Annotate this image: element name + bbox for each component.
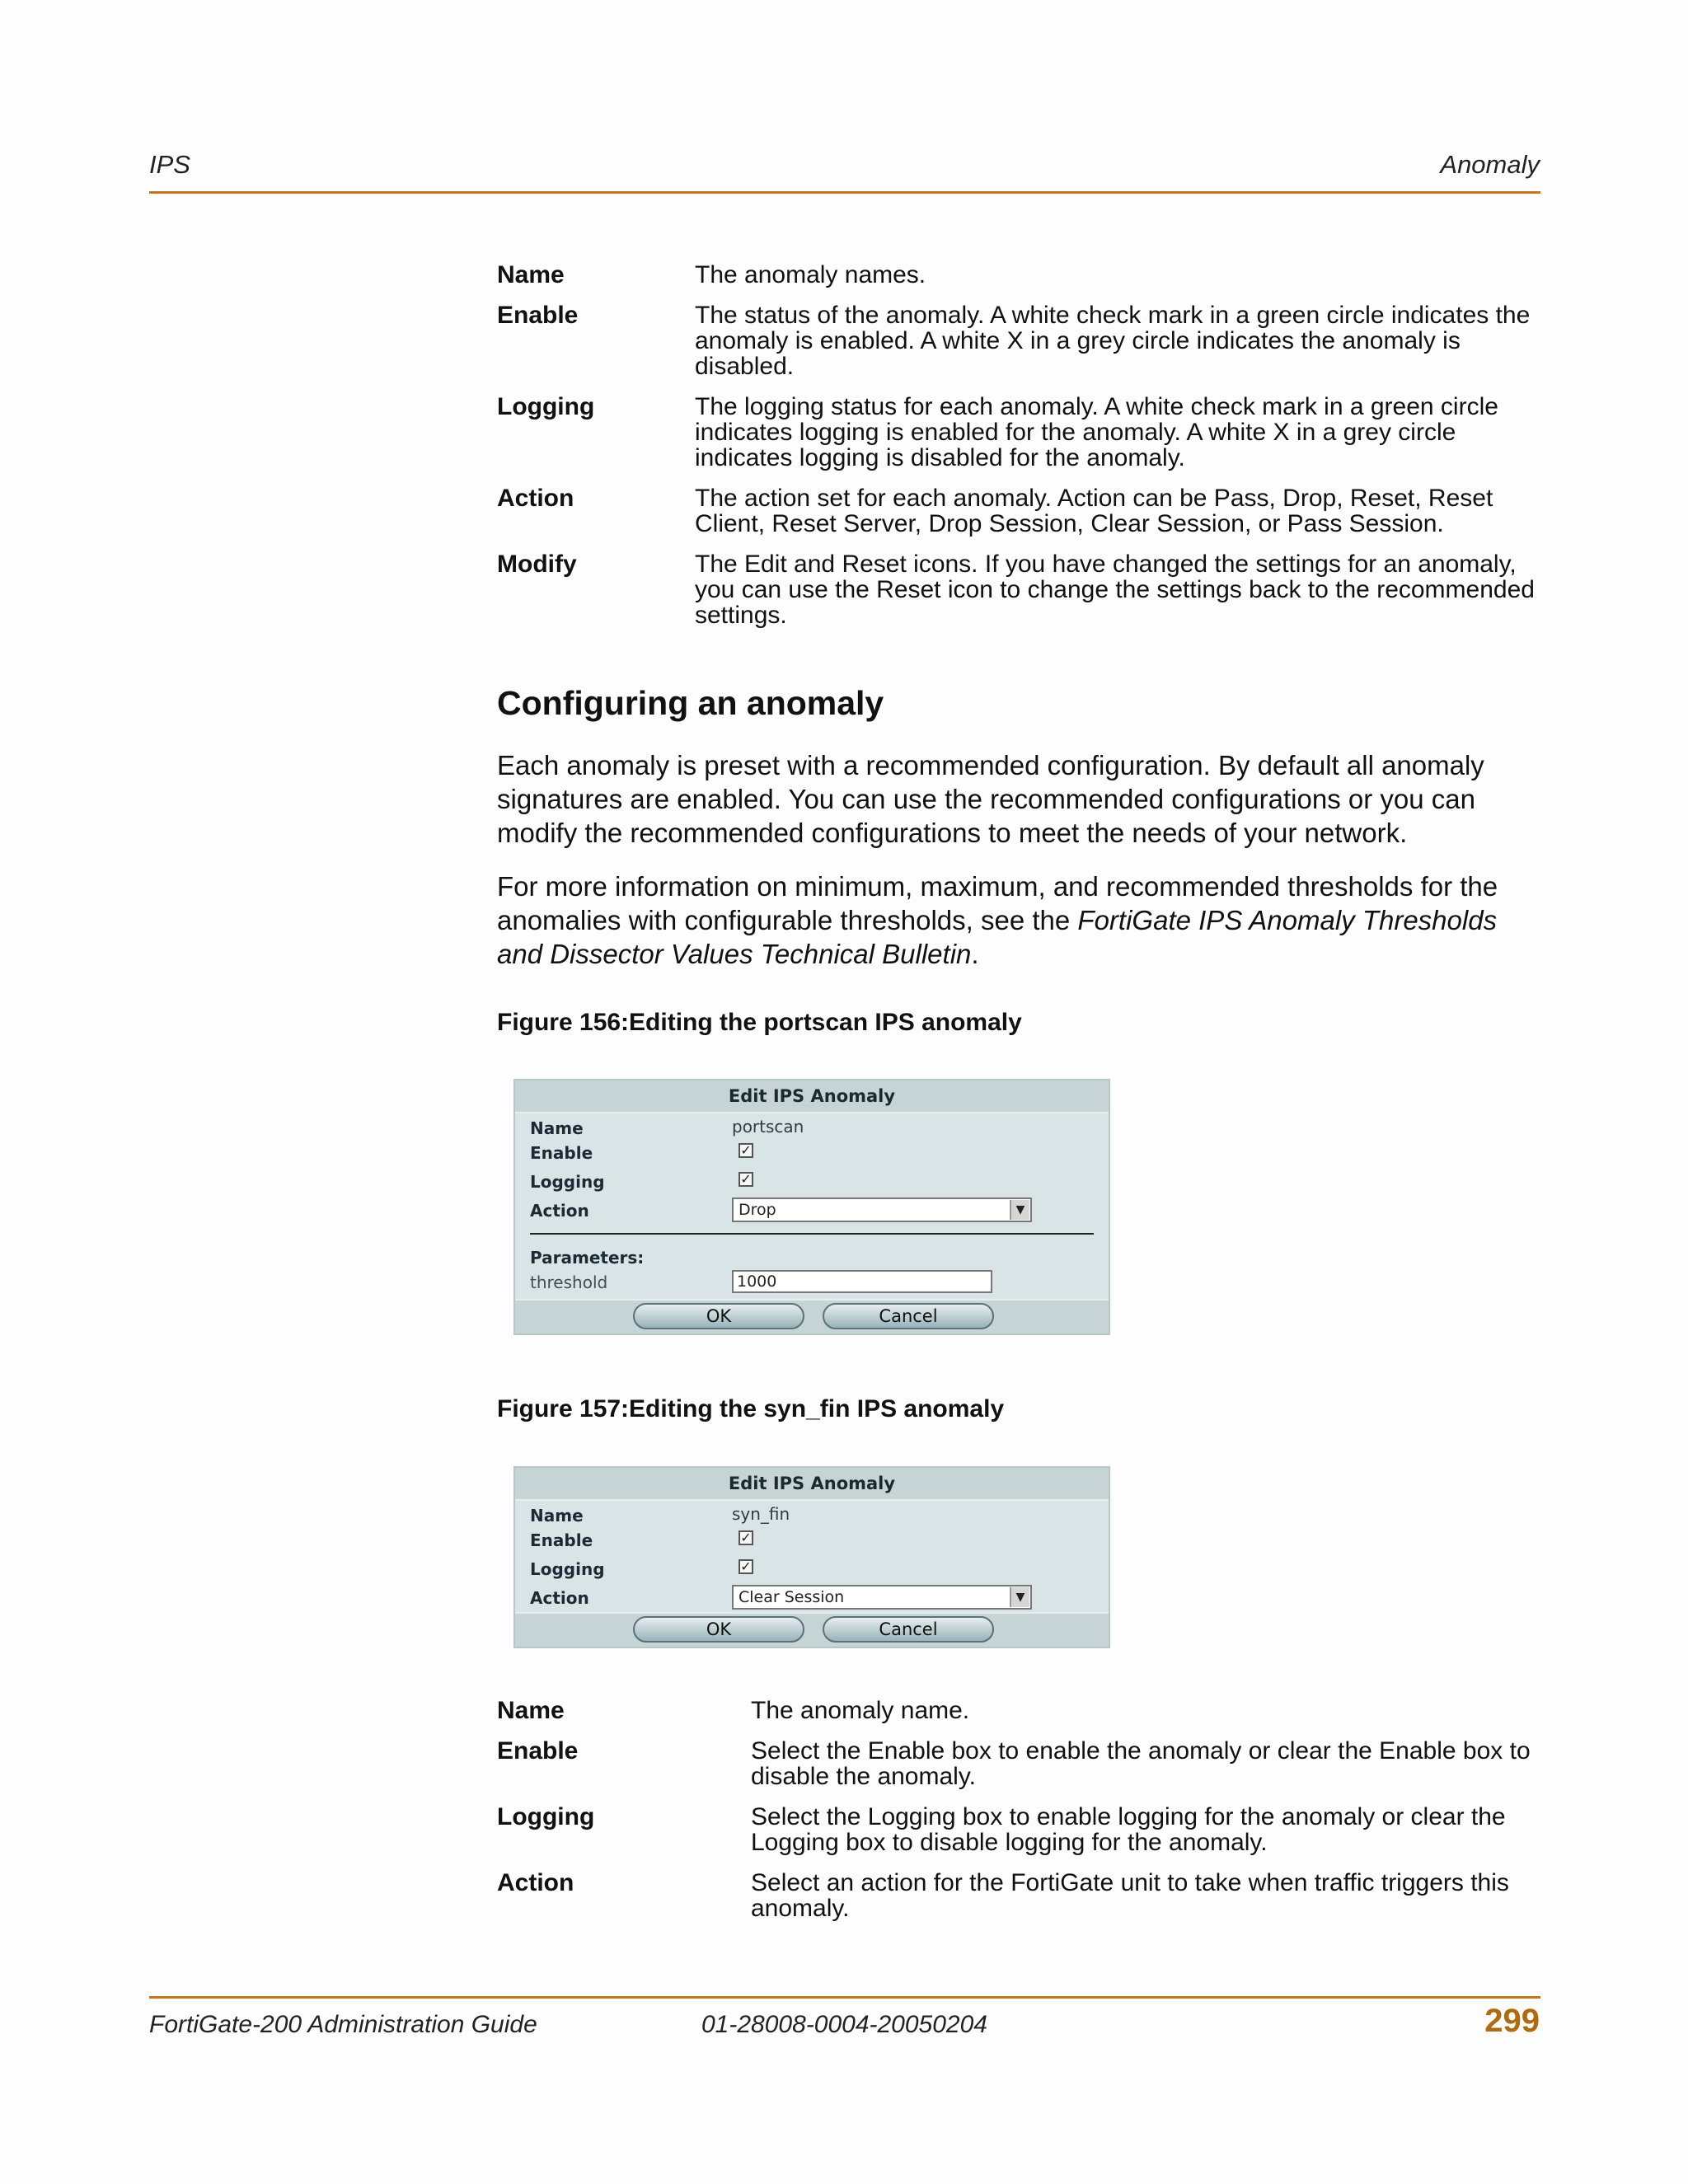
definition-term: Name	[497, 1697, 565, 1724]
thresholds-paragraph	[497, 869, 1544, 971]
panel-title: Edit IPS Anomaly	[515, 1468, 1109, 1501]
action-row	[515, 1196, 1109, 1225]
name-label: Name	[530, 1506, 584, 1526]
definition-desc: The logging status for each anomaly. A white check mark in a green circle indicates logging is enabled for the anomaly. A white X in a grey circle indicates logging is disabled for the anomaly.	[695, 393, 1498, 471]
name-value: portscan	[732, 1117, 804, 1137]
header-topic: Anomaly	[1440, 150, 1540, 179]
logging-label: Logging	[530, 1172, 605, 1192]
field-definition-table	[497, 1698, 1544, 1936]
name-row	[515, 1501, 1109, 1526]
definition-desc: The anomaly names.	[695, 261, 926, 288]
definition-desc: Select an action for the FortiGate unit to take when traffic triggers this anomaly.	[751, 1869, 1509, 1922]
cancel-button[interactable]: Cancel	[823, 1303, 994, 1329]
enable-row	[515, 1526, 1109, 1554]
enable-checkbox[interactable]: ✓	[738, 1143, 753, 1158]
chevron-down-icon[interactable]: ▼	[1010, 1200, 1029, 1220]
definition-desc: The status of the anomaly. A white check mark in a green circle indicates the anomaly is enabled. A white X in a grey circle indicates the anomaly is disabled.	[695, 302, 1531, 380]
name-value: syn_fin	[732, 1504, 790, 1524]
definition-desc: The action set for each anomaly. Action can be Pass, Drop, Reset, Reset Client, Reset Server, Drop Session, Clear Session, or Pass Session.	[695, 485, 1493, 537]
logging-row	[515, 1554, 1109, 1583]
definition-term: Enable	[497, 302, 579, 329]
figure-caption: Figure 157:Editing the syn_fin IPS anomaly	[497, 1395, 1005, 1422]
action-selected-value: Clear Session	[738, 1588, 845, 1606]
action-label: Action	[530, 1201, 589, 1221]
definition-term: Logging	[497, 1803, 595, 1830]
footer-guide-title: FortiGate-200 Administration Guide	[149, 2011, 537, 2038]
definition-row	[497, 1870, 1544, 1921]
cancel-button[interactable]: Cancel	[823, 1616, 994, 1643]
ok-button[interactable]: OK	[633, 1303, 804, 1329]
definition-row	[497, 485, 1544, 537]
intro-paragraph: Each anomaly is preset with a recommended configuration. By default all anomaly signatures are enabled. You can use the recommended configurations or you can modify the recommended configurations to meet the needs of your network.	[497, 750, 1484, 848]
definition-row	[497, 394, 1544, 471]
definition-row	[497, 551, 1544, 628]
action-selected-value: Drop	[738, 1201, 776, 1219]
definition-term: Enable	[497, 1737, 579, 1765]
edit-ips-anomaly-panel	[513, 1466, 1110, 1648]
chevron-down-icon[interactable]: ▼	[1010, 1587, 1029, 1607]
definition-term: Name	[497, 261, 565, 288]
column-definition-table	[497, 262, 1544, 643]
header-rule	[149, 191, 1540, 194]
enable-row	[515, 1138, 1109, 1167]
action-select[interactable]	[732, 1585, 1032, 1610]
panel-title: Edit IPS Anomaly	[515, 1080, 1109, 1113]
logging-label: Logging	[530, 1559, 605, 1579]
para-text: .	[971, 939, 979, 969]
para-text: For more information on minimum, maximum, and recommended thresholds for the anomalies with configurable thresholds, see the	[497, 871, 1498, 935]
definition-term: Logging	[497, 393, 595, 420]
definition-term: Action	[497, 485, 574, 512]
enable-checkbox[interactable]: ✓	[738, 1530, 753, 1545]
action-select[interactable]	[732, 1197, 1032, 1222]
action-row	[515, 1583, 1109, 1612]
definition-row	[497, 1804, 1544, 1855]
ok-button[interactable]: OK	[633, 1616, 804, 1643]
definition-row	[497, 262, 1544, 288]
definition-desc: The anomaly name.	[751, 1697, 970, 1724]
name-row	[515, 1113, 1109, 1138]
parameters-row	[515, 1243, 1109, 1268]
bulletin-title: FortiGate IPS Anomaly Thresholds and Dissector Values Technical Bulletin	[497, 905, 1498, 969]
definition-desc: The Edit and Reset icons. If you have changed the settings for an anomaly, you can use the Reset icon to change the settings back to the recommended settings.	[695, 551, 1535, 629]
threshold-label: threshold	[530, 1272, 608, 1292]
footer-rule	[149, 1996, 1540, 1999]
definition-term: Action	[497, 1869, 574, 1896]
definition-desc: Select the Logging box to enable logging for the anomaly or clear the Logging box to disable logging for the anomaly.	[751, 1803, 1506, 1856]
definition-row	[497, 1738, 1544, 1789]
enable-label: Enable	[530, 1143, 593, 1163]
section-heading: Configuring an anomaly	[497, 684, 884, 722]
edit-ips-anomaly-panel	[513, 1079, 1110, 1335]
definition-desc: Select the Enable box to enable the anomaly or clear the Enable box to disable the anomaly.	[751, 1737, 1531, 1790]
figure-caption: Figure 156:Editing the portscan IPS anomaly	[497, 1009, 1022, 1036]
header-section: IPS	[149, 150, 190, 179]
threshold-row	[515, 1268, 1109, 1299]
page-number: 299	[1484, 2003, 1540, 2039]
definition-term: Modify	[497, 551, 577, 578]
definition-row	[497, 1698, 1544, 1723]
parameters-label: Parameters:	[530, 1248, 645, 1268]
action-label: Action	[530, 1588, 589, 1608]
threshold-input[interactable]: 1000	[732, 1270, 992, 1293]
logging-checkbox[interactable]: ✓	[738, 1172, 753, 1187]
logging-checkbox[interactable]: ✓	[738, 1559, 753, 1574]
button-bar	[515, 1612, 1109, 1647]
footer-doc-number: 01-28008-0004-20050204	[701, 2011, 987, 2038]
logging-row	[515, 1167, 1109, 1196]
button-bar	[515, 1299, 1109, 1333]
panel-divider	[530, 1233, 1094, 1235]
name-label: Name	[530, 1118, 584, 1138]
enable-label: Enable	[530, 1530, 593, 1550]
definition-row	[497, 302, 1544, 379]
